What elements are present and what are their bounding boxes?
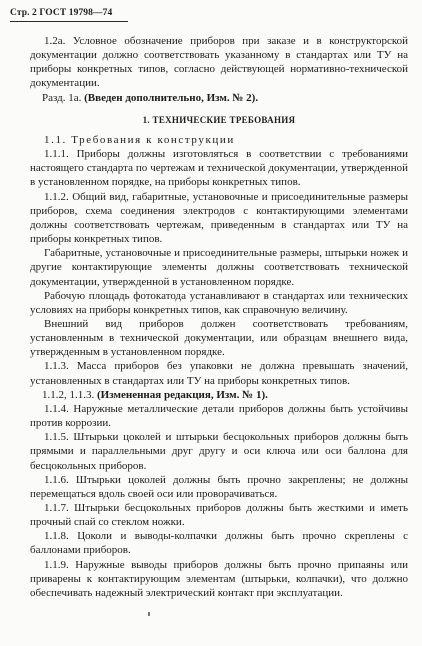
section-1a-ref: Разд. 1а.	[42, 91, 82, 104]
paragraph-1-1-1: 1.1.1. Приборы должны изготовляться в соответствии с требованиями настоящего стандарта по чертежам и технической документации, утвержденной в установленном порядке, на приборы конкретных типов.	[30, 148, 408, 189]
paragraph-1-1-8: 1.1.8. Цоколи и выводы-колпачки должны быть прочно скреплены с баллонами приборов.	[30, 530, 408, 557]
paragraph-dimensions: Габаритные, установочные и присоединительные размеры, штырьки ножек и другие контактирующие элементы должны соответствовать технической документации, утвержденной в установленном порядке.	[30, 247, 408, 288]
print-speck	[148, 612, 150, 616]
paragraph-1-1-5: 1.1.5. Штырьки цоколей и штырьки бесцокольных приборов должны быть прямыми и параллельными друг другу и оси ключа или оси баллона для бесцокольных приборов.	[30, 431, 408, 472]
paragraph-1-2a: 1.2а. Условное обозначение приборов при заказе и в конструкторской документации должно соответствовать указанному в стандартах или ТУ на приборы конкретных типов, согласно действующей нормативно-технической документации.	[30, 35, 408, 90]
paragraph-photocathode: Рабочую площадь фотокатода устанавливают в стандартах или технических условиях на приборы конкретных типов, как справочную величину.	[30, 289, 408, 316]
paragraph-1-1-7: 1.1.7. Штырьки бесцокольных приборов должны быть жесткими и иметь прочный спай со стеклом ножки.	[30, 502, 408, 529]
paragraph-appearance: Внешний вид приборов должен соответствовать требованиям, установленным в технической документации, или образцам внешнего вида, утвержденным в установленном порядке.	[30, 317, 408, 359]
clauses-ref: 1.1.2, 1.1.3.	[42, 388, 95, 401]
paragraph-1-1-2: 1.1.2. Общий вид, габаритные, установочные и присоединительные размеры приборов, схема соединения электродов с контактирующими элементами должны соответствовать чертежам, приведенным в стандартах или ТУ на приборы конкретных типов.	[30, 190, 408, 246]
page-header: Стр. 2 ГОСТ 19798—74	[10, 8, 113, 18]
paragraph-section-1a	[30, 91, 408, 105]
paragraph-1-1-3: 1.1.3. Масса приборов без упаковки не должна превышать значений, установленных в стандартах или ТУ на приборы конкретных типов.	[30, 360, 408, 387]
paragraph-1-1-6: 1.1.6. Штырьки цоколей должны быть прочно закреплены; не должны перемещаться вдоль своей оси или проворачиваться.	[30, 473, 408, 500]
subsection-title-1-1: 1.1. Требования к конструкции	[44, 133, 235, 146]
amendment-note-2: (Введен дополнительно, Изм. № 2).	[84, 91, 259, 104]
paragraph-amendment-1	[30, 388, 408, 402]
section-title: 1. ТЕХНИЧЕСКИЕ ТРЕБОВАНИЯ	[142, 114, 296, 125]
header-underline	[10, 21, 128, 22]
paragraph-1-1-9: 1.1.9. Наружные выводы приборов должны быть прочно припаяны или приварены к контактирующим элементам (штырьки, колпачки), что должно обеспечивать надежный электрический контакт при эксплуатации.	[30, 558, 408, 599]
paragraph-1-1-4: 1.1.4. Наружные металлические детали приборов должны быть устойчивы против коррозии.	[30, 402, 408, 430]
document-body	[30, 34, 408, 600]
amendment-note-1: (Измененная редакция, Изм. № 1).	[97, 388, 268, 401]
